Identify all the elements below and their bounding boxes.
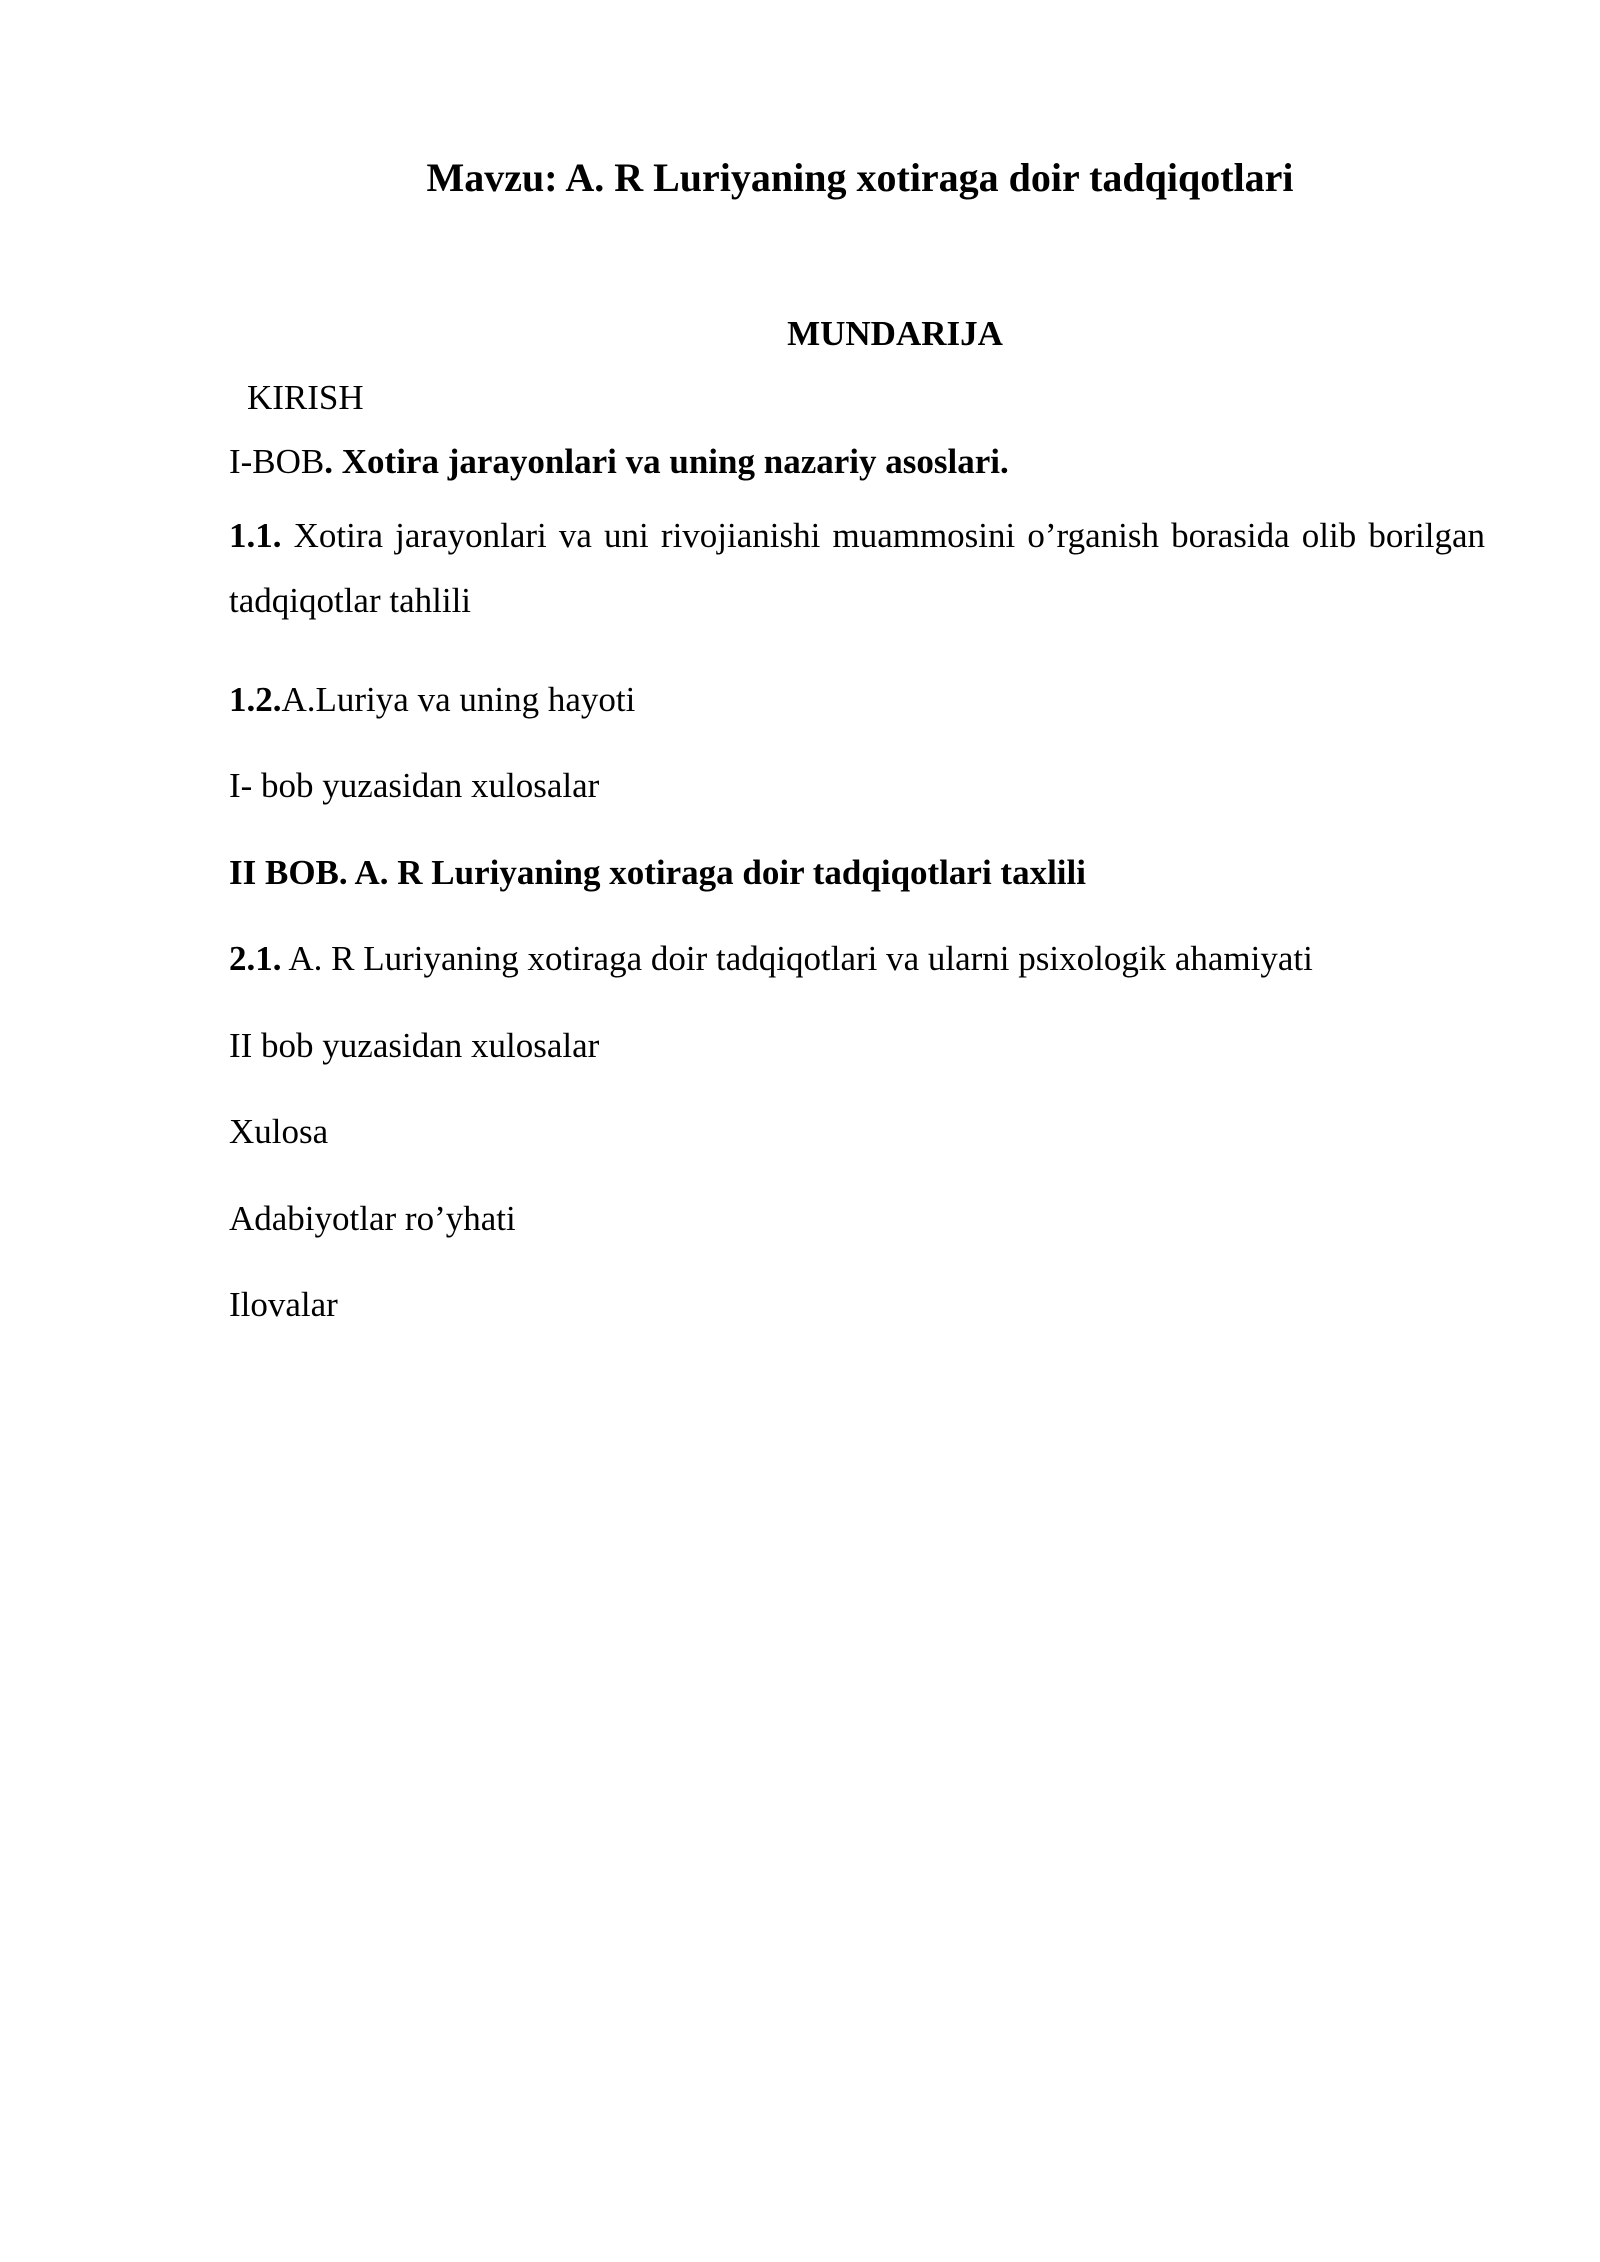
document-title: Mavzu: A. R Luriyaning xotiraga doir tadqiqotlari bbox=[426, 155, 1294, 200]
section-1-1-number: 1.1. bbox=[229, 516, 282, 555]
chapter-1-title: . Xotira jarayonlari va uning nazariy asoslari. bbox=[324, 442, 1009, 481]
section-2-1-text: A. R Luriyaning xotiraga doir tadqiqotlari va ularni psixologik ahamiyati bbox=[281, 939, 1313, 978]
chapter-1-conclusion-label: I- bob yuzasidan xulosalar bbox=[229, 766, 600, 805]
toc-item-chapter-2-conclusion bbox=[229, 1022, 1485, 1070]
toc-item-intro bbox=[247, 374, 1503, 422]
section-1-2-number: 1.2. bbox=[229, 680, 282, 719]
chapter-2-conclusion-label: II bob yuzasidan xulosalar bbox=[229, 1026, 600, 1065]
toc-item-appendices bbox=[229, 1281, 1485, 1329]
references-label: Adabiyotlar ro’yhati bbox=[229, 1199, 516, 1238]
toc-item-chapter-2 bbox=[229, 849, 1485, 897]
toc-item-conclusion bbox=[229, 1108, 1485, 1156]
appendices-label: Ilovalar bbox=[229, 1285, 338, 1324]
toc-item-section-1-1 bbox=[229, 503, 1485, 633]
section-1-1-text: Xotira jarayonlari va uni rivojianishi muammosini o’rganish borasida olib borilgan tadqiqotlar tahlili bbox=[229, 516, 1485, 620]
toc-item-references bbox=[229, 1195, 1485, 1243]
toc-item-chapter-1 bbox=[229, 438, 1485, 486]
toc-item-chapter-1-conclusion bbox=[229, 762, 1485, 810]
toc-item-section-2-1 bbox=[229, 935, 1485, 983]
section-2-1-number: 2.1. bbox=[229, 939, 282, 978]
toc-heading: MUNDARIJA bbox=[787, 314, 1003, 353]
conclusion-label: Xulosa bbox=[229, 1112, 329, 1151]
chapter-1-prefix: I-BOB bbox=[229, 442, 325, 481]
toc-intro-label: KIRISH bbox=[247, 378, 364, 417]
toc-item-section-1-2 bbox=[229, 676, 1485, 724]
section-1-2-text: A.Luriya va uning hayoti bbox=[281, 680, 636, 719]
chapter-2-title: II BOB. A. R Luriyaning xotiraga doir tadqiqotlari taxlili bbox=[229, 853, 1086, 892]
